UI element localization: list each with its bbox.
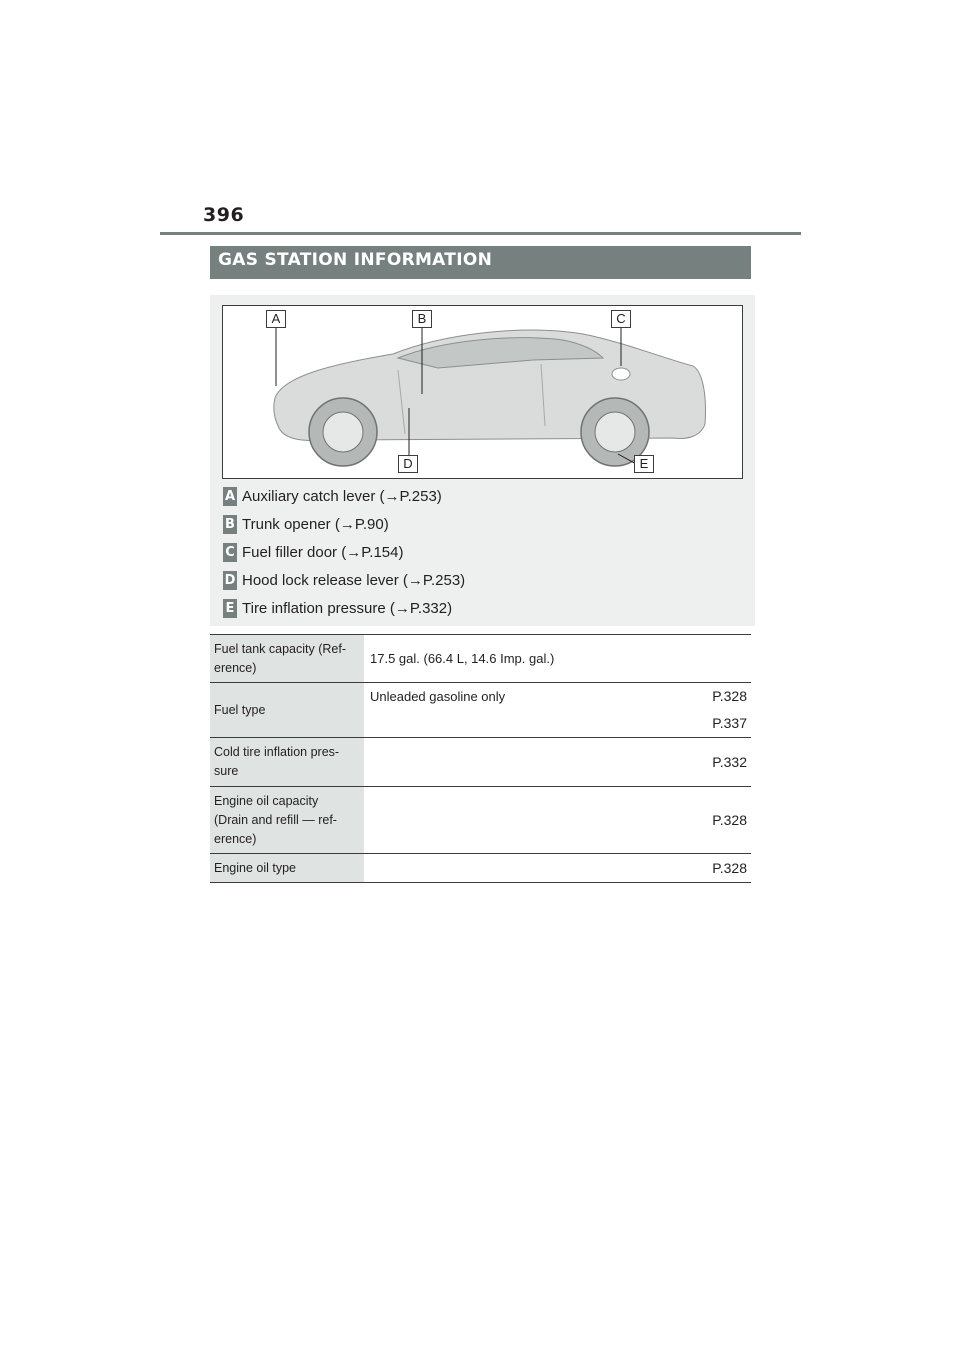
legend-text: Trunk opener (→P.90) [242, 516, 389, 533]
spec-table [210, 634, 751, 883]
legend-text: Auxiliary catch lever (→P.253) [242, 488, 442, 505]
ref-list [712, 753, 751, 772]
table-row [210, 635, 751, 683]
rear-wheel-hub [595, 412, 635, 452]
legend-badge: A [224, 489, 236, 504]
table-row [210, 787, 751, 854]
legend-text: Tire inflation pressure (→P.332) [242, 600, 453, 617]
legend-item-c [223, 543, 403, 562]
spec-label: Cold tire inflation pres- sure [210, 738, 364, 787]
spec-label: Engine oil type [210, 854, 364, 883]
page-ref: P.328 [712, 811, 747, 828]
car-figure [222, 305, 743, 479]
legend-badge: B [223, 515, 237, 534]
legend-item-e [223, 599, 452, 618]
page-ref: P.332 [712, 753, 747, 770]
page-number: 396 [203, 204, 245, 226]
section-header: GAS STATION INFORMATION [210, 246, 751, 279]
spec-label: Fuel type [210, 683, 364, 738]
fuel-door-shape [612, 368, 630, 380]
legend-item-a [223, 487, 442, 506]
callout-e: E [634, 455, 654, 473]
spec-value-cell [364, 854, 751, 883]
spec-value: 17.5 gal. (66.4 L, 14.6 Imp. gal.) [370, 651, 555, 666]
table-row [210, 738, 751, 787]
spec-label: Fuel tank capacity (Ref- erence) [210, 635, 364, 683]
spec-value-cell [364, 738, 751, 787]
legend-badge: D [224, 573, 236, 588]
spec-value-cell [364, 787, 751, 854]
legend-item-d [223, 571, 465, 590]
spec-value-cell [364, 683, 751, 738]
page-ref: P.328 [712, 688, 747, 704]
legend-text: Hood lock release lever (→P.253) [242, 572, 466, 589]
callout-b: B [412, 310, 432, 328]
ref-list [712, 859, 751, 878]
ref-list [712, 811, 751, 830]
top-rule [160, 232, 801, 235]
table-row [210, 683, 751, 738]
callout-d: D [398, 455, 418, 473]
table-row [210, 854, 751, 883]
spec-value: Unleaded gasoline only [370, 689, 506, 704]
legend-badge: C [223, 543, 237, 562]
callout-a: A [266, 310, 286, 328]
legend-badge: E [223, 599, 237, 618]
car-illustration [223, 306, 742, 478]
ref-list [712, 687, 751, 733]
spec-label: Engine oil capacity (Drain and refill — ref- erence) [210, 787, 364, 854]
callout-c: C [611, 310, 631, 328]
front-wheel-hub [323, 412, 363, 452]
spec-value-cell [364, 635, 751, 683]
legend-text: Fuel filler door (→P.154) [242, 544, 404, 561]
legend-item-b [223, 515, 389, 534]
page-ref: P.337 [712, 715, 747, 731]
page-ref: P.328 [712, 859, 747, 876]
